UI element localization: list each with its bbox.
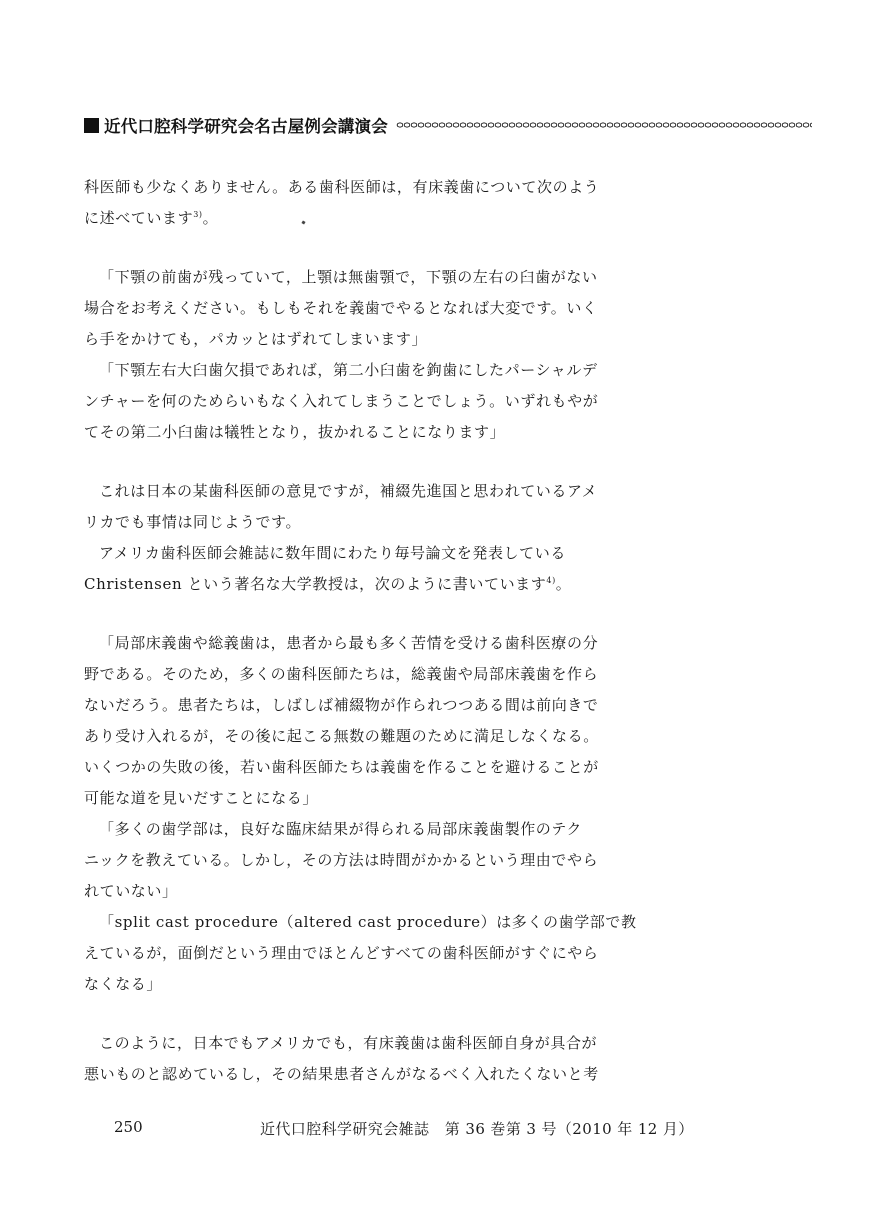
paragraph-3: [84, 1028, 684, 1090]
citation-superscript: 4): [546, 576, 556, 585]
text-line: 可能な道を見いだすことになる」: [84, 789, 319, 807]
header-square-mark: [84, 118, 99, 133]
text-line: いくつかの失敗の後，若い歯科医師たちは義歯を作ることを避けることが: [84, 758, 599, 776]
text-line: 「多くの歯学部は，良好な臨床結果が得られる局部床義歯製作のテク: [99, 820, 583, 838]
text-line: ないだろう。患者たちは，しばしば補綴物が作られつつある間は前向きで: [84, 696, 599, 714]
article-body: [84, 172, 684, 1090]
running-header: [84, 113, 812, 137]
text-line: アメリカ歯科医師会雑誌に数年間にわたり毎号論文を発表している: [99, 544, 566, 562]
text-line: れていない」: [84, 882, 178, 900]
quote-2: [84, 355, 684, 448]
page-footer: [114, 1118, 694, 1144]
header-ornament-rule: [396, 120, 812, 130]
text-line: [84, 203, 684, 234]
text-line: ら手をかけても，パカッとはずれてしまいます」: [84, 330, 428, 348]
text-line: 場合をお考えください。もしもそれを義歯でやるとなれば大変です。いく: [84, 299, 598, 317]
text-line: 「split cast procedure（altered cast procedure）は多くの歯学部で教: [99, 913, 637, 931]
text-span: Christensen という著名な大学教授は，次のように書いています: [84, 575, 547, 593]
text-line: 悪いものと認めているし，その結果患者さんがなるべく入れたくないと考: [84, 1065, 599, 1083]
text-line: これは日本の某歯科医師の意見ですが，補綴先進国と思われているアメ: [99, 482, 598, 500]
text-line: 「下顎の前歯が残っていて，上顎は無歯顎で，下顎の左右の臼歯がない: [99, 268, 598, 286]
journal-citation: 近代口腔科学研究会雑誌 第 36 巻第 3 号（2010 年 12 月）: [260, 1120, 694, 1138]
text-line: 「局部床義歯や総義歯は，患者から最も多く苦情を受ける歯科医療の分: [99, 634, 599, 652]
quote-5: [84, 907, 684, 1000]
text-line: てその第二小臼歯は犠牲となり，抜かれることになります」: [84, 423, 506, 441]
text-line: ンチャーを何のためらいもなく入れてしまうことでしょう。いずれもやが: [84, 392, 599, 410]
text-span: 。: [555, 575, 572, 593]
text-span: 。: [202, 209, 219, 227]
header-title: 近代口腔科学研究会名古屋例会講演会: [104, 117, 388, 136]
text-line: なくなる」: [84, 975, 163, 993]
quote-3: [84, 628, 684, 814]
quote-1: [84, 262, 684, 355]
quote-4: [84, 814, 684, 907]
page-number: 250: [114, 1118, 143, 1136]
text-line: えているが，面倒だという理由でほとんどすべての歯科医師がすぐにやら: [84, 944, 599, 962]
text-line: このように，日本でもアメリカでも，有床義歯は歯科医師自身が具合が: [99, 1034, 598, 1052]
text-line: リカでも事情は同じようです。: [84, 513, 302, 531]
text-line: ニックを教えている。しかし，その方法は時間がかかるという理由でやら: [84, 851, 599, 869]
paragraph-2: [84, 476, 684, 600]
paragraph-1: [84, 172, 684, 234]
text-line: [84, 569, 684, 600]
text-line: 科医師も少なくありません。ある歯科医師は，有床義歯について次のよう: [84, 178, 600, 196]
text-line: 「下顎左右大臼歯欠損であれば，第二小臼歯を鉤歯にしたパーシャルデ: [99, 361, 598, 379]
citation-superscript: 3): [193, 210, 203, 219]
text-line: 野である。そのため，多くの歯科医師たちは，総義歯や局部床義歯を作ら: [84, 665, 599, 683]
text-line: あり受け入れるが，その後に起こる無数の難題のために満足しなくなる。: [84, 727, 599, 745]
text-span: に述べています: [84, 209, 194, 227]
